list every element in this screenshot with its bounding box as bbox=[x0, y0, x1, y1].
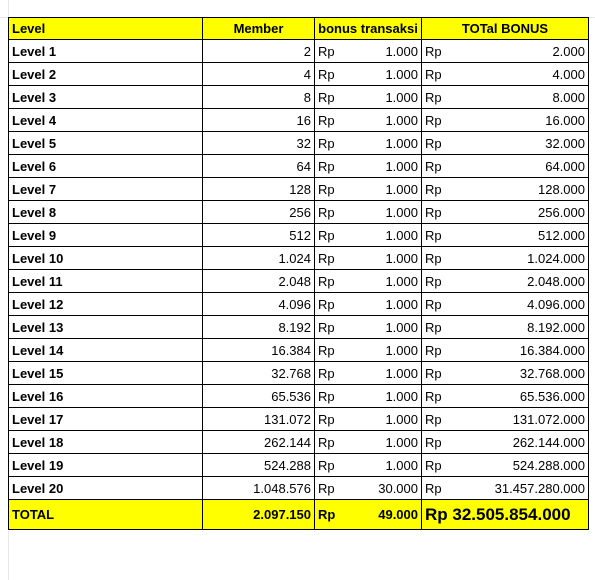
table-row bbox=[9, 385, 589, 408]
cell-total[interactable]: 16.384.000 bbox=[462, 339, 589, 362]
cell-member[interactable]: 16.384 bbox=[203, 339, 315, 362]
cell-bonus-currency[interactable]: Rp bbox=[315, 454, 359, 477]
table-row bbox=[9, 63, 589, 86]
cell-member[interactable]: 64 bbox=[203, 155, 315, 178]
cell-bonus-currency[interactable]: Rp bbox=[315, 132, 359, 155]
cell-bonus-currency[interactable]: Rp bbox=[315, 431, 359, 454]
cell-total-currency[interactable]: Rp bbox=[422, 201, 462, 224]
cell-member[interactable]: 1.048.576 bbox=[203, 477, 315, 500]
cell-total[interactable]: 128.000 bbox=[462, 178, 589, 201]
cell-level[interactable]: Level 17 bbox=[9, 408, 203, 431]
cell-member[interactable]: 32 bbox=[203, 132, 315, 155]
cell-total-currency[interactable]: Rp bbox=[422, 431, 462, 454]
table-row bbox=[9, 109, 589, 132]
cell-total[interactable]: 64.000 bbox=[462, 155, 589, 178]
cell-total[interactable]: 4.000 bbox=[462, 63, 589, 86]
cell-bonus[interactable]: 1.000 bbox=[359, 247, 422, 270]
cell-bonus[interactable]: 1.000 bbox=[359, 431, 422, 454]
cell-bonus[interactable]: 1.000 bbox=[359, 316, 422, 339]
cell-level[interactable]: Level 19 bbox=[9, 454, 203, 477]
table-row bbox=[9, 408, 589, 431]
cell-bonus-currency[interactable]: Rp bbox=[315, 155, 359, 178]
cell-bonus-currency[interactable]: Rp bbox=[315, 201, 359, 224]
cell-member[interactable]: 2 bbox=[203, 40, 315, 63]
cell-bonus[interactable]: 1.000 bbox=[359, 86, 422, 109]
cell-total[interactable]: 131.072.000 bbox=[462, 408, 589, 431]
cell-total[interactable]: 32.768.000 bbox=[462, 362, 589, 385]
cell-bonus-currency[interactable]: Rp bbox=[315, 224, 359, 247]
total-member[interactable]: 2.097.150 bbox=[203, 500, 315, 530]
sheet-column-gutter bbox=[0, 0, 595, 18]
cell-bonus-currency[interactable]: Rp bbox=[315, 40, 359, 63]
cell-total-currency[interactable]: Rp bbox=[422, 40, 462, 63]
cell-member[interactable]: 16 bbox=[203, 109, 315, 132]
cell-total[interactable]: 1.024.000 bbox=[462, 247, 589, 270]
cell-bonus[interactable]: 1.000 bbox=[359, 155, 422, 178]
header-bonus-transaksi[interactable]: bonus transaksi bbox=[315, 18, 422, 40]
cell-total-currency[interactable]: Rp bbox=[422, 454, 462, 477]
cell-level[interactable]: Level 10 bbox=[9, 247, 203, 270]
table-row bbox=[9, 477, 589, 500]
cell-bonus[interactable]: 1.000 bbox=[359, 385, 422, 408]
table-row bbox=[9, 339, 589, 362]
cell-bonus[interactable]: 1.000 bbox=[359, 454, 422, 477]
table-row bbox=[9, 293, 589, 316]
cell-member[interactable]: 128 bbox=[203, 178, 315, 201]
cell-total-currency[interactable]: Rp bbox=[422, 63, 462, 86]
cell-level[interactable]: Level 20 bbox=[9, 477, 203, 500]
cell-bonus-currency[interactable]: Rp bbox=[315, 293, 359, 316]
table-row bbox=[9, 132, 589, 155]
cell-level[interactable]: Level 1 bbox=[9, 40, 203, 63]
cell-total[interactable]: 512.000 bbox=[462, 224, 589, 247]
table-row bbox=[9, 454, 589, 477]
cell-total[interactable]: 8.000 bbox=[462, 86, 589, 109]
cell-member[interactable]: 512 bbox=[203, 224, 315, 247]
cell-bonus[interactable]: 1.000 bbox=[359, 408, 422, 431]
cell-bonus-currency[interactable]: Rp bbox=[315, 247, 359, 270]
cell-total-currency[interactable]: Rp bbox=[422, 155, 462, 178]
cell-bonus[interactable]: 1.000 bbox=[359, 40, 422, 63]
header-level[interactable]: Level bbox=[9, 18, 203, 40]
cell-total-currency[interactable]: Rp bbox=[422, 224, 462, 247]
cell-bonus-currency[interactable]: Rp bbox=[315, 86, 359, 109]
cell-level[interactable]: Level 2 bbox=[9, 63, 203, 86]
cell-total[interactable]: 31.457.280.000 bbox=[462, 477, 589, 500]
cell-bonus[interactable]: 1.000 bbox=[359, 224, 422, 247]
cell-level[interactable]: Level 12 bbox=[9, 293, 203, 316]
table-row bbox=[9, 155, 589, 178]
cell-total[interactable]: 8.192.000 bbox=[462, 316, 589, 339]
cell-member[interactable]: 8.192 bbox=[203, 316, 315, 339]
cell-total-currency[interactable]: Rp bbox=[422, 86, 462, 109]
bonus-table bbox=[8, 17, 589, 530]
cell-total[interactable]: 262.144.000 bbox=[462, 431, 589, 454]
cell-bonus[interactable]: 1.000 bbox=[359, 293, 422, 316]
cell-member[interactable]: 262.144 bbox=[203, 431, 315, 454]
cell-total[interactable]: 2.048.000 bbox=[462, 270, 589, 293]
cell-level[interactable]: Level 3 bbox=[9, 86, 203, 109]
cell-bonus[interactable]: 1.000 bbox=[359, 109, 422, 132]
cell-total-currency[interactable]: Rp bbox=[422, 132, 462, 155]
cell-bonus-currency[interactable]: Rp bbox=[315, 385, 359, 408]
header-row bbox=[9, 18, 589, 40]
table-row bbox=[9, 86, 589, 109]
table-row bbox=[9, 224, 589, 247]
cell-member[interactable]: 4 bbox=[203, 63, 315, 86]
cell-bonus-currency[interactable]: Rp bbox=[315, 178, 359, 201]
cell-level[interactable]: Level 15 bbox=[9, 362, 203, 385]
cell-level[interactable]: Level 11 bbox=[9, 270, 203, 293]
cell-total-currency[interactable]: Rp bbox=[422, 339, 462, 362]
cell-bonus-currency[interactable]: Rp bbox=[315, 109, 359, 132]
cell-total-currency[interactable]: Rp bbox=[422, 316, 462, 339]
cell-total[interactable]: 16.000 bbox=[462, 109, 589, 132]
total-bonus[interactable]: 49.000 bbox=[359, 500, 422, 530]
cell-bonus-currency[interactable]: Rp bbox=[315, 316, 359, 339]
cell-total[interactable]: 256.000 bbox=[462, 201, 589, 224]
total-label[interactable]: TOTAL bbox=[9, 500, 203, 530]
table-row bbox=[9, 40, 589, 63]
header-member[interactable]: Member bbox=[203, 18, 315, 40]
cell-total-currency[interactable]: Rp bbox=[422, 362, 462, 385]
table-row bbox=[9, 362, 589, 385]
cell-total-currency[interactable]: Rp bbox=[422, 270, 462, 293]
cell-level[interactable]: Level 5 bbox=[9, 132, 203, 155]
cell-bonus[interactable]: 1.000 bbox=[359, 339, 422, 362]
cell-bonus[interactable]: 1.000 bbox=[359, 362, 422, 385]
table-row bbox=[9, 270, 589, 293]
cell-level[interactable]: Level 9 bbox=[9, 224, 203, 247]
cell-total-currency[interactable]: Rp bbox=[422, 293, 462, 316]
cell-level[interactable]: Level 8 bbox=[9, 201, 203, 224]
cell-bonus[interactable]: 1.000 bbox=[359, 270, 422, 293]
total-row bbox=[9, 500, 589, 530]
cell-total[interactable]: 32.000 bbox=[462, 132, 589, 155]
cell-member[interactable]: 524.288 bbox=[203, 454, 315, 477]
total-bonus-currency[interactable]: Rp bbox=[315, 500, 359, 530]
cell-bonus-currency[interactable]: Rp bbox=[315, 477, 359, 500]
cell-level[interactable]: Level 14 bbox=[9, 339, 203, 362]
table-row bbox=[9, 431, 589, 454]
cell-bonus-currency[interactable]: Rp bbox=[315, 362, 359, 385]
cell-member[interactable]: 131.072 bbox=[203, 408, 315, 431]
cell-member[interactable]: 4.096 bbox=[203, 293, 315, 316]
cell-total[interactable]: 4.096.000 bbox=[462, 293, 589, 316]
cell-level[interactable]: Level 18 bbox=[9, 431, 203, 454]
cell-level[interactable]: Level 16 bbox=[9, 385, 203, 408]
cell-member[interactable]: 256 bbox=[203, 201, 315, 224]
total-bonus-grand[interactable]: Rp 32.505.854.000 bbox=[422, 500, 589, 530]
cell-total-currency[interactable]: Rp bbox=[422, 385, 462, 408]
cell-level[interactable]: Level 7 bbox=[9, 178, 203, 201]
cell-member[interactable]: 32.768 bbox=[203, 362, 315, 385]
table-row bbox=[9, 247, 589, 270]
cell-bonus[interactable]: 1.000 bbox=[359, 178, 422, 201]
table-row bbox=[9, 316, 589, 339]
cell-total[interactable]: 2.000 bbox=[462, 40, 589, 63]
cell-level[interactable]: Level 4 bbox=[9, 109, 203, 132]
cell-total-currency[interactable]: Rp bbox=[422, 178, 462, 201]
cell-total-currency[interactable]: Rp bbox=[422, 477, 462, 500]
table-row bbox=[9, 178, 589, 201]
cell-bonus[interactable]: 1.000 bbox=[359, 63, 422, 86]
cell-level[interactable]: Level 6 bbox=[9, 155, 203, 178]
cell-level[interactable]: Level 13 bbox=[9, 316, 203, 339]
cell-bonus[interactable]: 1.000 bbox=[359, 201, 422, 224]
cell-member[interactable]: 1.024 bbox=[203, 247, 315, 270]
cell-total-currency[interactable]: Rp bbox=[422, 247, 462, 270]
cell-total[interactable]: 524.288.000 bbox=[462, 454, 589, 477]
cell-member[interactable]: 8 bbox=[203, 86, 315, 109]
cell-bonus-currency[interactable]: Rp bbox=[315, 408, 359, 431]
table-row bbox=[9, 201, 589, 224]
cell-total-currency[interactable]: Rp bbox=[422, 408, 462, 431]
cell-total-currency[interactable]: Rp bbox=[422, 109, 462, 132]
cell-total[interactable]: 65.536.000 bbox=[462, 385, 589, 408]
header-total-bonus[interactable]: TOTal BONUS bbox=[422, 18, 589, 40]
cell-member[interactable]: 2.048 bbox=[203, 270, 315, 293]
cell-member[interactable]: 65.536 bbox=[203, 385, 315, 408]
cell-bonus-currency[interactable]: Rp bbox=[315, 339, 359, 362]
cell-bonus[interactable]: 1.000 bbox=[359, 132, 422, 155]
cell-bonus-currency[interactable]: Rp bbox=[315, 63, 359, 86]
cell-bonus-currency[interactable]: Rp bbox=[315, 270, 359, 293]
cell-bonus[interactable]: 30.000 bbox=[359, 477, 422, 500]
